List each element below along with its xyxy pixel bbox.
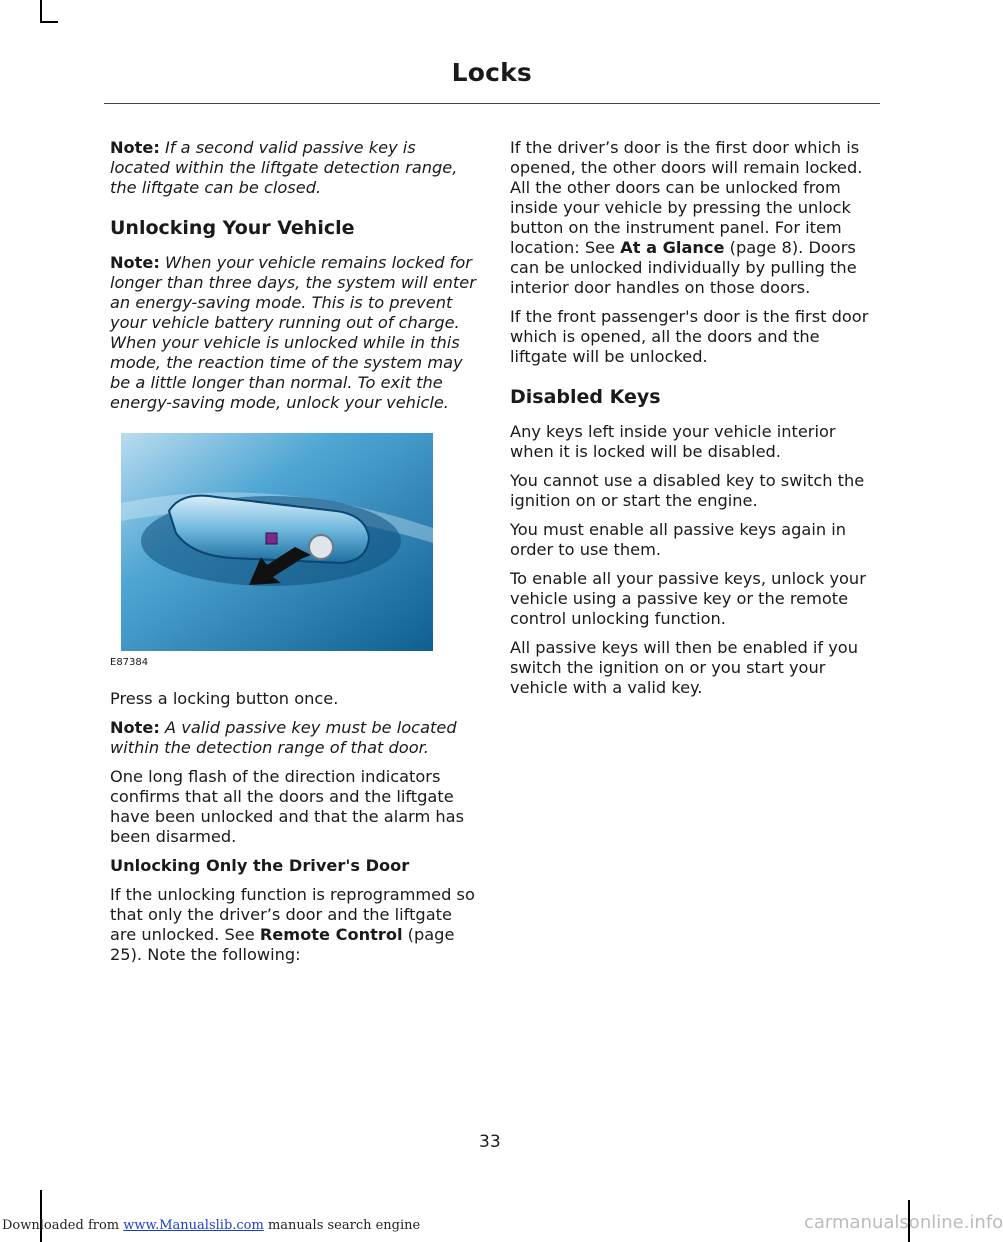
note-label: Note: — [110, 253, 160, 272]
figure-code: E87384 — [110, 657, 149, 668]
disabled-keys-para-2: You cannot use a disabled key to switch the ignition on or start the engine. — [510, 471, 865, 510]
heading-disabled-keys: Disabled Keys — [510, 386, 661, 408]
note-text: A valid passive key must be located within the detection range of that door. — [110, 718, 457, 757]
watermark: carmanualsonline.info — [804, 1212, 1003, 1233]
at-a-glance-link[interactable]: At a Glance — [620, 238, 725, 257]
disabled-keys-para-4: To enable all your passive keys, unlock your vehicle using a passive key or the remote control unlocking function. — [510, 569, 866, 628]
note-detection-range — [110, 718, 476, 758]
note-liftgate — [110, 138, 476, 198]
footer-tagline: manuals search engine — [263, 1218, 421, 1233]
note-energy-saving — [110, 253, 476, 413]
disabled-keys-para-3: You must enable all passive keys again in order to use them. — [510, 520, 847, 559]
page-number: 33 — [479, 1132, 501, 1152]
remote-control-link[interactable]: Remote Control — [259, 925, 403, 944]
drivers-door-text-tail: (page 8). Doors can be unlocked individually by pulling the interior door handles on those doors. — [510, 238, 857, 297]
left-column — [110, 138, 476, 974]
press-locking-button-text: Press a locking button once. — [110, 689, 339, 708]
header-divider — [104, 103, 880, 104]
reprogrammed-text-tail: (page 25). Note the following: — [110, 925, 455, 964]
heading-unlocking-your-vehicle: Unlocking Your Vehicle — [110, 217, 355, 239]
manualslib-link[interactable]: www.Manualslib.com — [123, 1218, 264, 1233]
page-section-title: Locks — [451, 58, 532, 87]
disabled-keys-para-5: All passive keys will then be enabled if you switch the ignition on or you start your vehicle with a valid key. — [510, 638, 858, 697]
crop-mark-top-left-v — [40, 0, 42, 22]
flash-confirmation-text: One long flash of the direction indicators confirms that all the doors and the liftgate have been unlocked and that the alarm has been disarmed. — [110, 767, 465, 846]
reprogrammed-text — [110, 885, 476, 965]
drivers-door-first-text — [510, 138, 876, 298]
subheading-unlocking-drivers-door: Unlocking Only the Driver's Door — [110, 856, 410, 875]
download-footer — [2, 1212, 1003, 1233]
footer-downloaded-from: Downloaded from — [2, 1218, 124, 1233]
note-text: If a second valid passive key is located within the liftgate detection range, the liftgate can be closed. — [110, 138, 458, 197]
door-handle-figure — [110, 425, 476, 675]
crop-mark-top-left-h — [40, 21, 58, 23]
drivers-door-text-body: If the driver’s door is the first door which is opened, the other doors will remain locked. All the other doors can be unlocked from inside your vehicle by pressing the unlock button on the instrument panel. For item location: See — [510, 138, 863, 257]
crop-mark-bottom-left-v — [40, 1190, 42, 1242]
right-column — [510, 138, 876, 707]
door-handle-illustration — [121, 433, 433, 651]
note-label: Note: — [110, 138, 160, 157]
passenger-door-first-text: If the front passenger's door is the first door which is opened, all the doors and the liftgate will be unlocked. — [510, 307, 869, 366]
note-label: Note: — [110, 718, 160, 737]
reprogrammed-text-body: If the unlocking function is reprogrammed so that only the driver’s door and the liftgate are unlocked. See — [110, 885, 475, 944]
disabled-keys-para-1: Any keys left inside your vehicle interior when it is locked will be disabled. — [510, 422, 836, 461]
note-text: When your vehicle remains locked for longer than three days, the system will enter an energy-saving mode. This is to prevent your vehicle battery running out of charge. When your vehicle is unlocked while in this mode, the reaction time of the system may be a little longer than normal. To exit the energy-saving mode, unlock your vehicle. — [110, 253, 476, 412]
